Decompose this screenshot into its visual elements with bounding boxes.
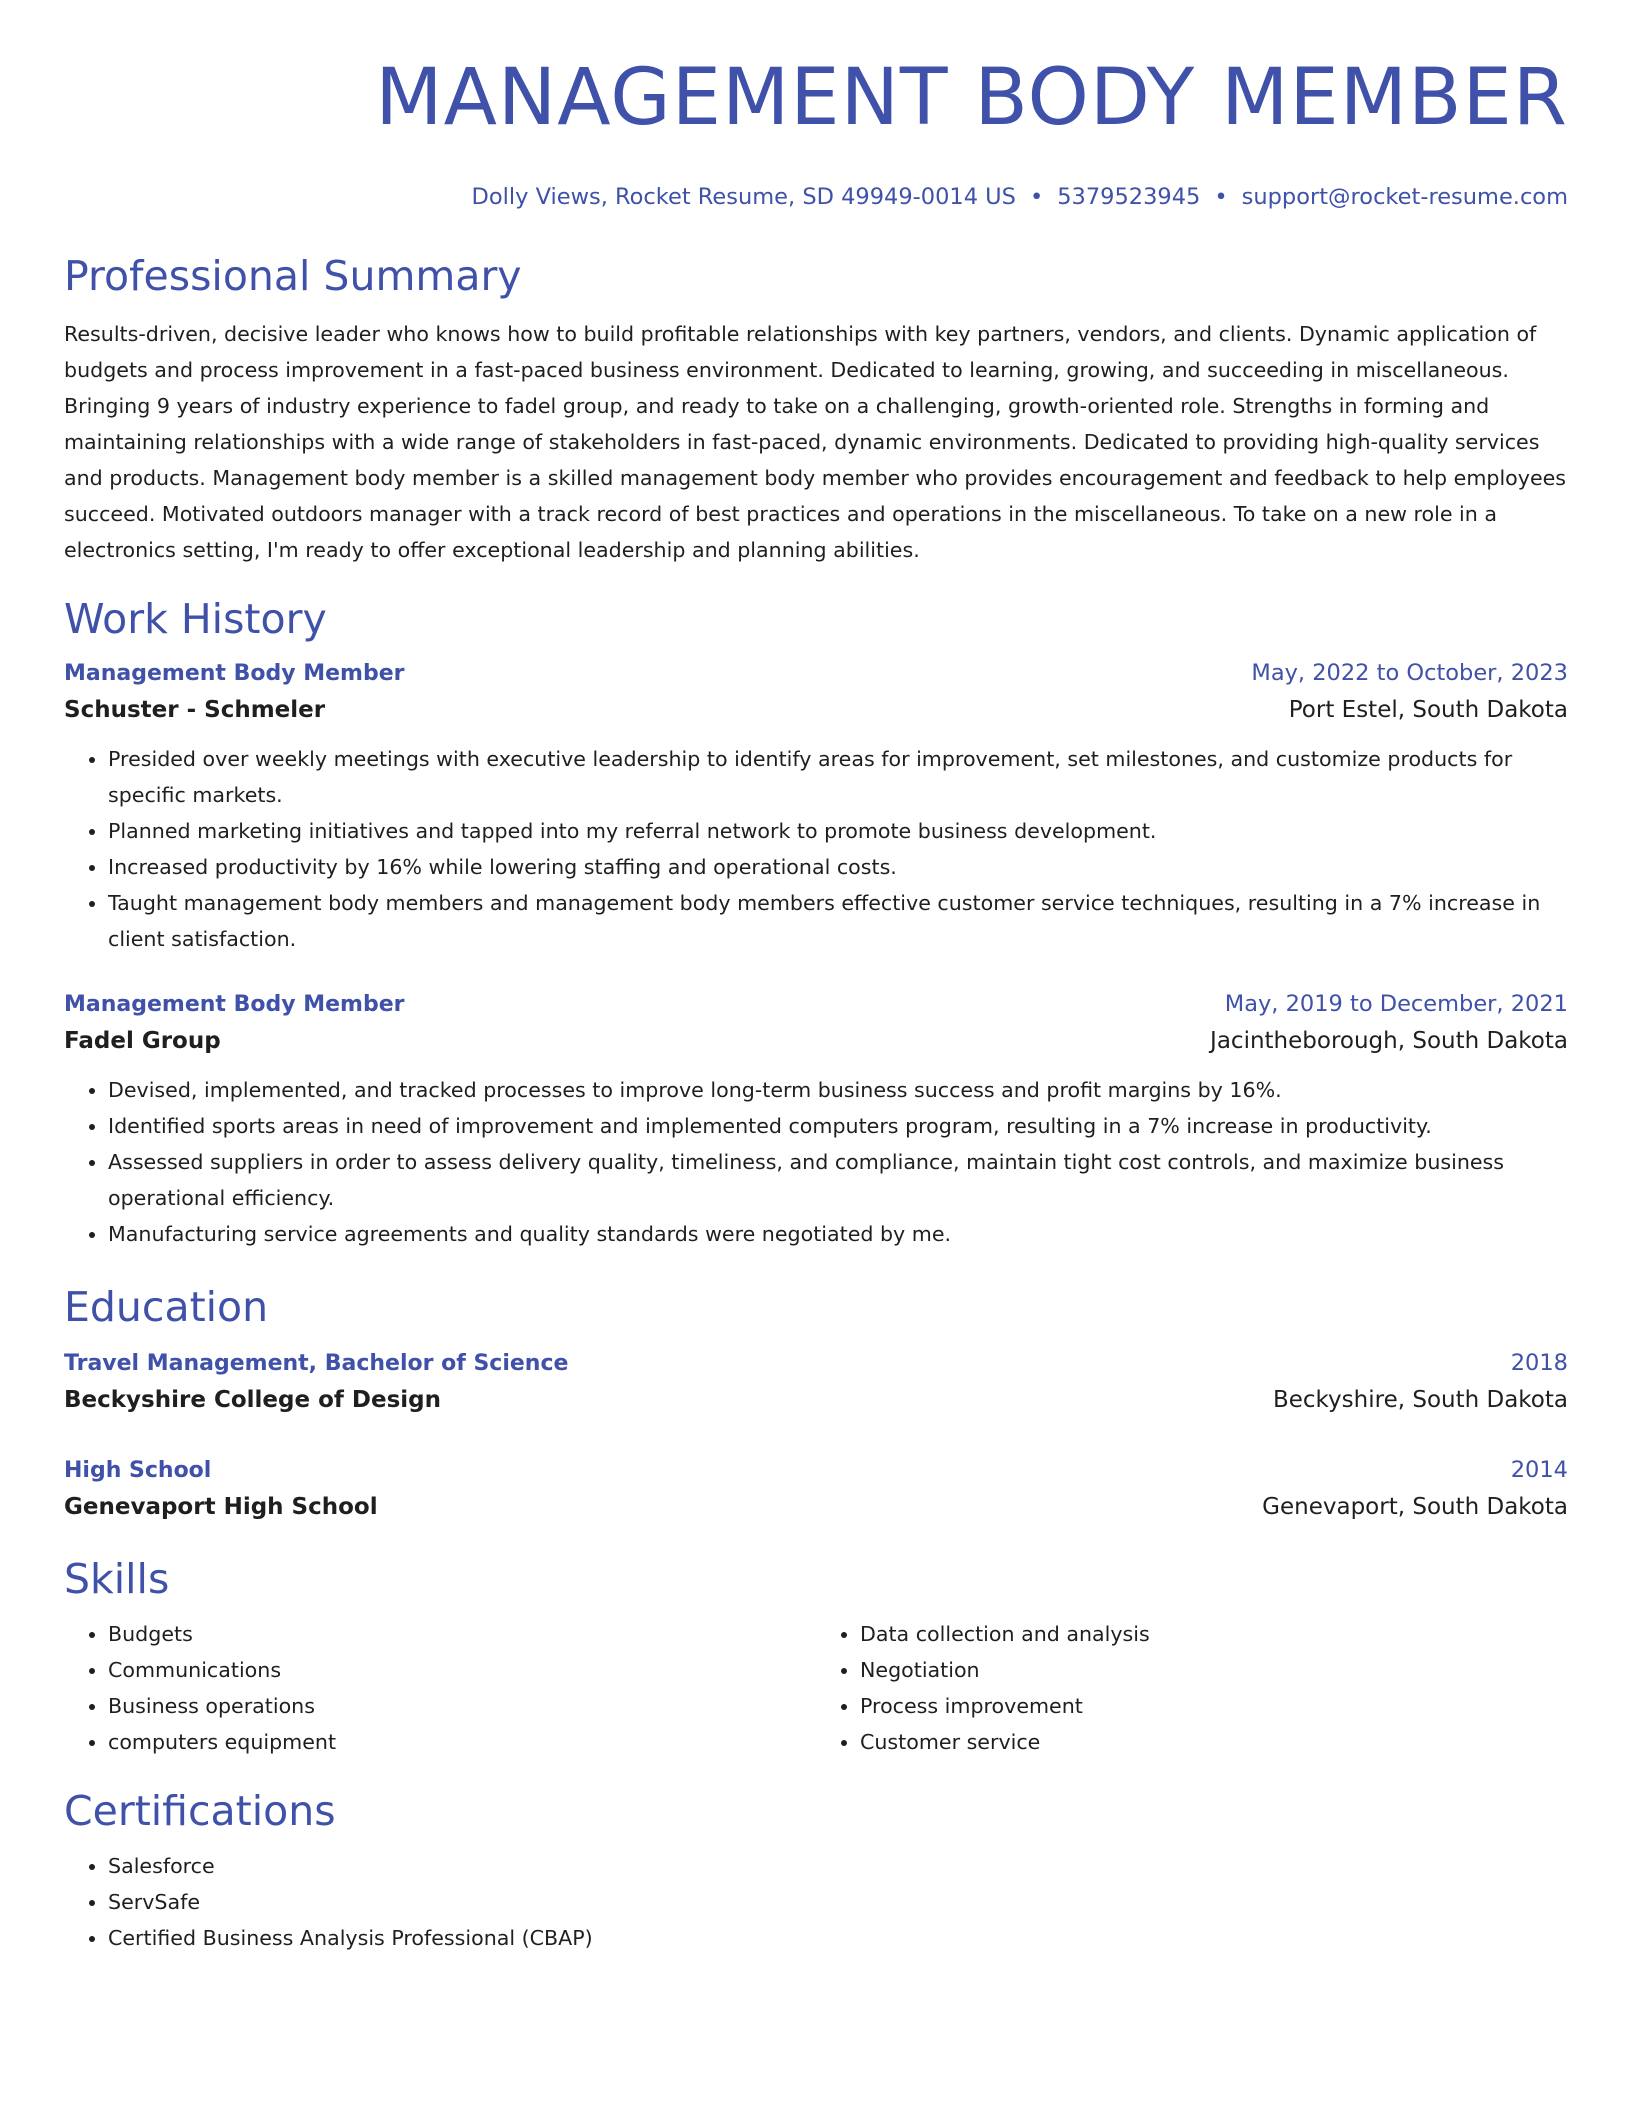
job-header-row <box>64 987 1568 1022</box>
skills-list <box>816 1616 1568 1760</box>
skill-item: • Business operations <box>108 1688 816 1724</box>
job-bullet: • Increased productivity by 16% while lowering staffing and operational costs. <box>108 849 1568 885</box>
section-title-education: Education <box>64 1283 269 1331</box>
job-role: Management Body Member <box>64 661 405 686</box>
education-entry <box>64 1453 1568 1526</box>
skill-item: • Negotiation <box>860 1652 1568 1688</box>
job-bullet: • Assessed suppliers in order to assess delivery quality, timeliness, and compliance, maintain tight cost controls, and maximize business operational efficiency. <box>108 1144 1568 1216</box>
education-header-row <box>64 1346 1568 1381</box>
skill-item: • Process improvement <box>860 1688 1568 1724</box>
section-title-certifications: Certifications <box>64 1787 336 1835</box>
job-bullet: • Manufacturing service agreements and quality standards were negotiated by me. <box>108 1216 1568 1252</box>
contact-address: Dolly Views, Rocket Resume, SD 49949-0014 US <box>471 184 1016 210</box>
job-entry <box>64 656 1568 957</box>
job-bullet: • Presided over weekly meetings with executive leadership to identify areas for improvement, set milestones, and customize products for specific markets. <box>108 741 1568 813</box>
education-school: Beckyshire College of Design <box>64 1387 441 1413</box>
certification-item: • ServSafe <box>108 1884 1568 1920</box>
skills-list <box>64 1616 816 1760</box>
job-bullets <box>64 741 1568 957</box>
job-bullets <box>64 1072 1568 1252</box>
education-degree: Travel Management, Bachelor of Science <box>64 1351 569 1376</box>
job-location: Jacintheborough, South Dakota <box>1210 1028 1568 1054</box>
section-title-work-history: Work History <box>64 595 327 643</box>
job-company-row <box>64 1022 1568 1060</box>
skills-column-left <box>64 1616 816 1760</box>
education-location: Genevaport, South Dakota <box>1262 1494 1568 1520</box>
job-company: Fadel Group <box>64 1028 221 1054</box>
education-school-row <box>64 1488 1568 1526</box>
job-role: Management Body Member <box>64 992 405 1017</box>
certification-item: • Certified Business Analysis Professional (CBAP) <box>108 1920 1568 1956</box>
job-dates: May, 2022 to October, 2023 <box>1251 660 1568 686</box>
candidate-name: MANAGEMENT BODY MEMBER <box>375 53 1568 143</box>
education-school-row <box>64 1381 1568 1419</box>
job-bullet: • Devised, implemented, and tracked processes to improve long-term business success and profit margins by 16%. <box>108 1072 1568 1108</box>
job-company: Schuster - Schmeler <box>64 697 326 723</box>
skill-item: • computers equipment <box>108 1724 816 1760</box>
summary-text: Results-driven, decisive leader who knows how to build profitable relationships with key partners, vendors, and clients. Dynamic application of budgets and process improvement in a fast-paced business environment. Dedicated to learning, growing, and succeeding in miscellaneous. Bringing 9 years of industry experience to fadel group, and ready to take on a challenging, growth-oriented role. Strengths in forming and maintaining relationships with a wide range of stakeholders in fast-paced, dynamic environments. Dedicated to providing high-quality services and products. Management body member is a skilled management body member who provides encouragement and feedback to help employees succeed. Motivated outdoors manager with a track record of best practices and operations in the miscellaneous. To take on a new role in a electronics setting, I'm ready to offer exceptional leadership and planning abilities. <box>64 322 1567 562</box>
education-entry <box>64 1346 1568 1419</box>
resume-header <box>64 52 1568 212</box>
job-bullet: • Identified sports areas in need of improvement and implemented computers program, resulting in a 7% increase in productivity. <box>108 1108 1568 1144</box>
job-header-row <box>64 656 1568 691</box>
job-bullet: • Taught management body members and management body members effective customer service techniques, resulting in a 7% increase in client satisfaction. <box>108 885 1568 957</box>
contact-phone: 5379523945 <box>1057 184 1201 210</box>
contact-email[interactable]: support@rocket-resume.com <box>1241 184 1568 210</box>
skill-item: • Budgets <box>108 1616 816 1652</box>
job-entry <box>64 987 1568 1252</box>
contact-line <box>64 182 1568 212</box>
education-year: 2018 <box>1510 1350 1568 1376</box>
job-bullet: • Planned marketing initiatives and tapped into my referral network to promote business development. <box>108 813 1568 849</box>
section-title-summary: Professional Summary <box>64 252 522 300</box>
skills-column-right <box>816 1616 1568 1760</box>
education-header-row <box>64 1453 1568 1488</box>
separator-dot: • <box>1029 184 1044 210</box>
section-title-skills: Skills <box>64 1555 170 1603</box>
certifications-list <box>64 1848 1568 1956</box>
separator-dot: • <box>1214 184 1228 210</box>
skill-item: • Communications <box>108 1652 816 1688</box>
skill-item: • Customer service <box>860 1724 1568 1760</box>
skill-item: • Data collection and analysis <box>860 1616 1568 1652</box>
job-location: Port Estel, South Dakota <box>1288 697 1568 723</box>
education-school: Genevaport High School <box>64 1494 378 1520</box>
job-dates: May, 2019 to December, 2021 <box>1224 991 1568 1017</box>
education-location: Beckyshire, South Dakota <box>1272 1387 1568 1413</box>
skills-grid <box>64 1616 1568 1760</box>
certification-item: • Salesforce <box>108 1848 1568 1884</box>
job-company-row <box>64 691 1568 729</box>
education-year: 2014 <box>1510 1457 1568 1483</box>
education-degree: High School <box>64 1458 212 1483</box>
